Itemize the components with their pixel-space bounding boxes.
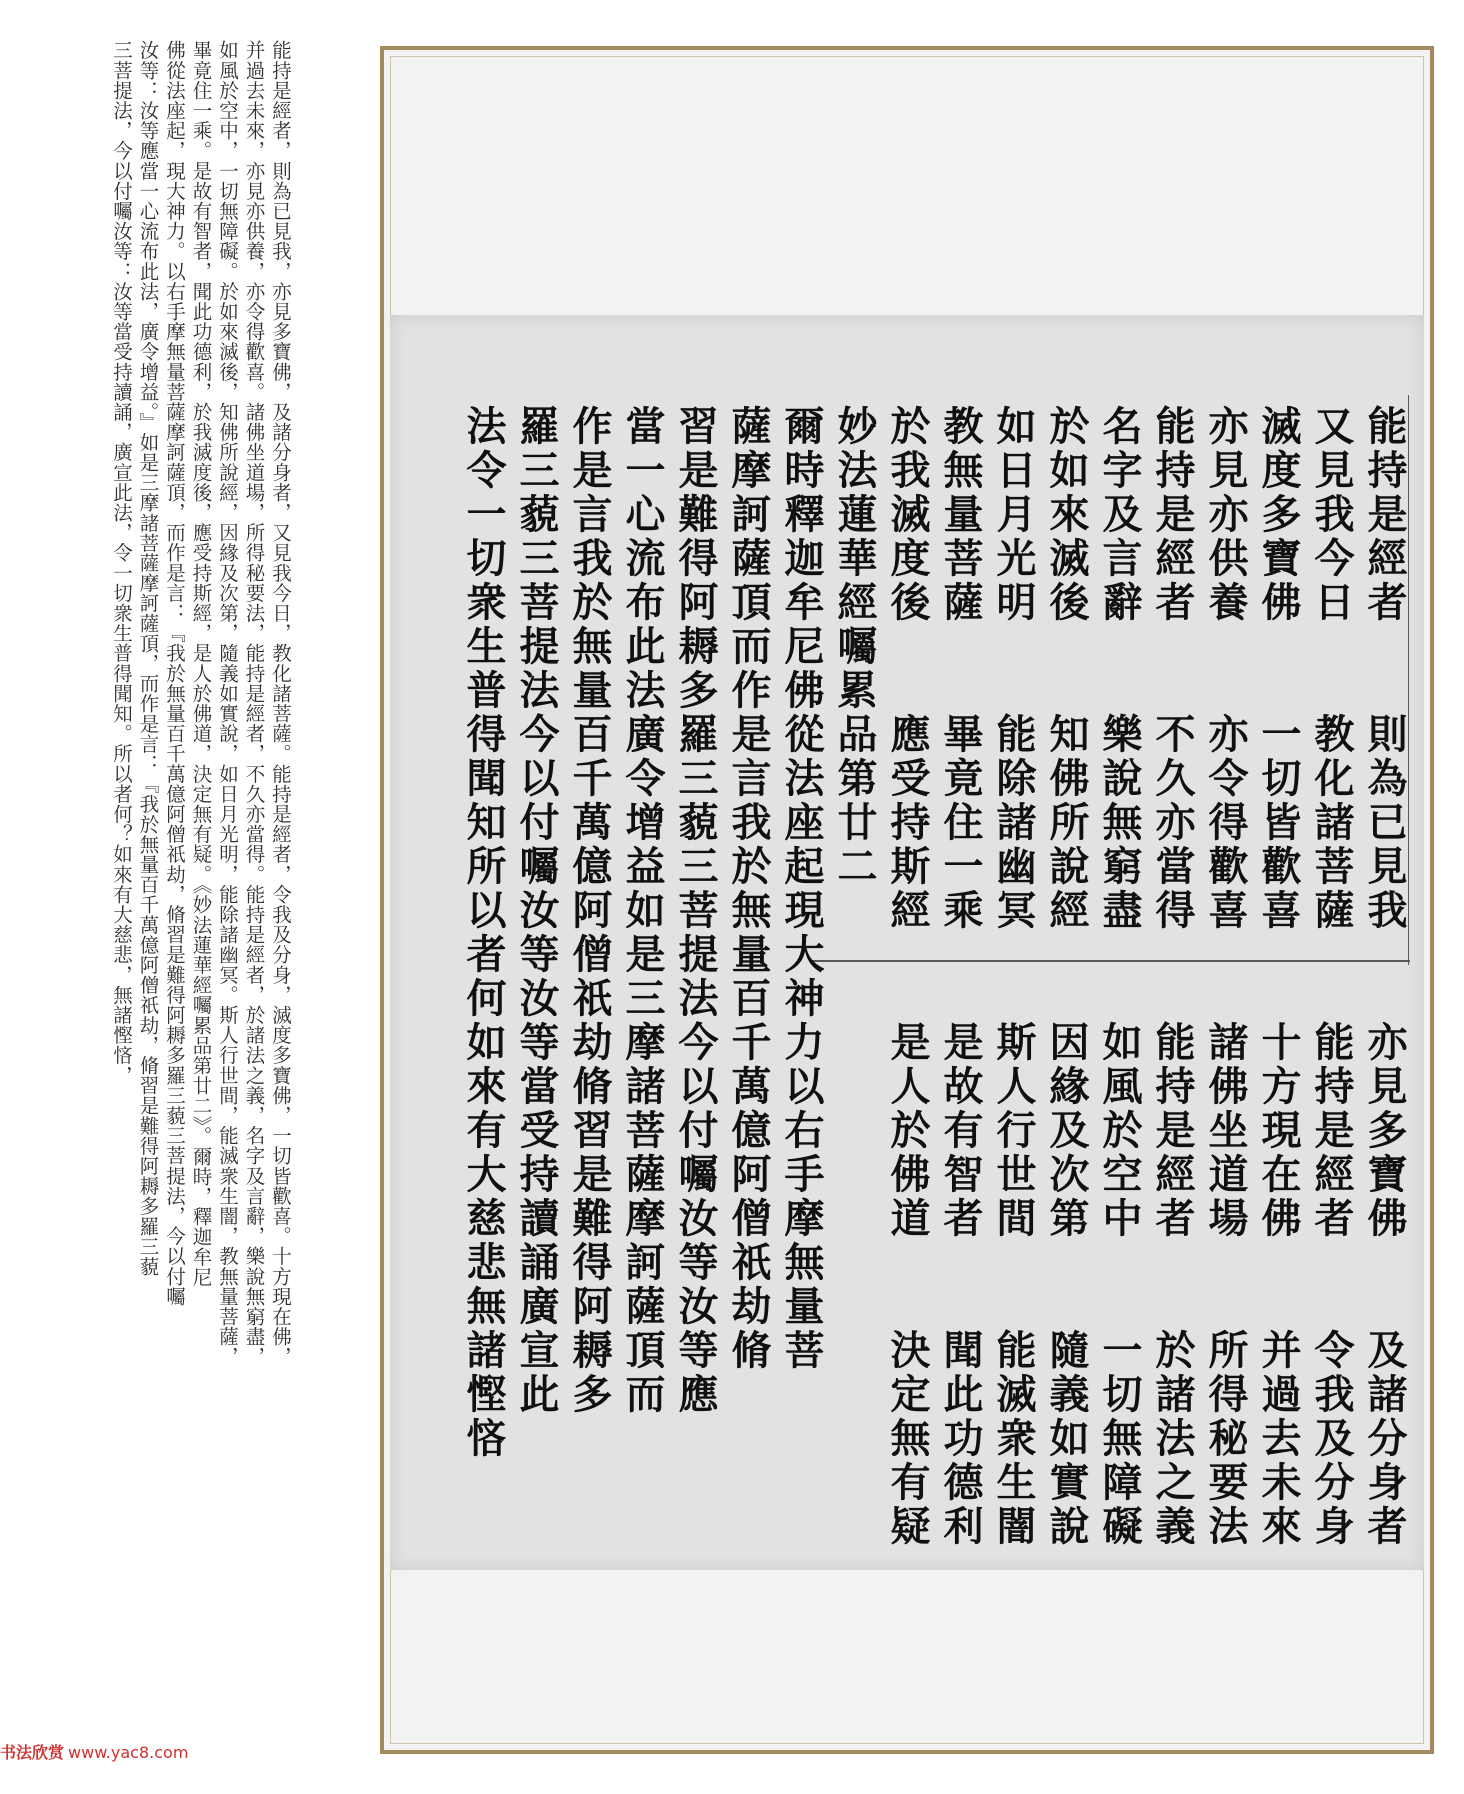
calligraphy-column: 習是難得阿耨多羅三藐三菩提法今以付囑汝等汝等應 <box>672 405 719 1417</box>
calligraphy-column: 羅三藐三菩提法今以付囑汝等汝等當受持讀誦廣宣此 <box>513 405 560 1417</box>
transcription-column: 佛從法座起，現大神力。以右手摩無量菩薩摩訶薩頂，而作是言：『我於無量百千萬億阿僧祇劫，脩習是難得阿耨多羅三藐三菩提法，今以付囑 <box>163 40 186 1307</box>
transcription-column: 并過去未來，亦見亦供養，亦令得歡喜。諸佛坐道場，所得秘要法，能持是經者，不久亦當得。能持是經者，於諸法之義，名字及言辭，樂說無窮盡， <box>242 40 266 1367</box>
calligraphy-column: 法令一切衆生普得聞知所以者何如來有大慈悲無諸慳悋 <box>460 405 507 1461</box>
calligraphy-column: 當一心流布此法廣令增益如是三摩諸菩薩摩訶薩頂而 <box>619 405 666 1417</box>
column-border-line <box>1408 395 1409 965</box>
calligraphy-column: 亦見亦供養 亦令得歡喜 諸佛坐道場 所得秘要法 <box>1202 405 1249 1549</box>
calligraphy-rubbing <box>390 315 1424 1570</box>
transcription-text <box>20 40 290 1760</box>
calligraphy-column: 能持是經者 不久亦當得 能持是經者 於諸法之義 <box>1149 405 1196 1549</box>
transcription-column: 三菩提法，今以付囑汝等：汝等當受持讀誦，廣宣此法，令一切衆生普得聞知。所以者何？如來有大慈悲，無諸慳悋， <box>110 40 133 1086</box>
transcription-column: 如風於空中，一切無障礙。於如來滅後，知佛所說經，因緣及次第，隨義如實說，如日月光明，能除諸幽冥。斯人行世間，能滅衆生闇，教無量菩薩， <box>216 40 239 1367</box>
calligraphy-column: 又見我今日 教化諸菩薩 能持是經者 令我及分身 <box>1308 405 1355 1549</box>
watermark-url: www.yac8.com <box>68 1743 189 1762</box>
calligraphy-column: 教無量菩薩 畢竟住一乘 是故有智者 聞此功德利 <box>937 405 984 1549</box>
transcription-column: 畢竟住一乘。是故有智者，聞此功德利，於我滅度後，應受持斯經，是人於佛道，決定無有疑。《妙法蓮華經囑累品第廿二》。爾時，釋迦牟尼 <box>189 40 213 1287</box>
calligraphy-column: 爾時釋迦牟尼佛從法座起現大神力以右手摩無量菩 <box>778 405 825 1373</box>
calligraphy-chapter-title: 妙法蓮華經囑累品第廿二 <box>831 405 878 889</box>
transcription-column: 汝等：汝等應當一心流布此法，廣令增益。』如是三摩諸菩薩摩訶薩頂，而作是言：『我於無量百千萬億阿僧祇劫，脩習是難得阿耨多羅三藐 <box>136 40 160 1277</box>
transcription-column: 能持是經者，則為已見我，亦見多寶佛，及諸分身者，又見我今日，教化諸菩薩。能持是經者，令我及分身，滅度多寶佛，一切皆歡喜。十方現在佛， <box>269 40 292 1367</box>
calligraphy-column: 於如來滅後 知佛所說經 因緣及次第 隨義如實說 <box>1043 405 1090 1549</box>
calligraphy-column: 薩摩訶薩頂而作是言我於無量百千萬億阿僧祇劫脩 <box>725 405 772 1373</box>
watermark-site-name: 书法欣赏 <box>0 1743 65 1762</box>
calligraphy-column: 作是言我於無量百千萬億阿僧祇劫脩習是難得阿耨多 <box>566 405 613 1417</box>
calligraphy-column: 滅度多寶佛 一切皆歡喜 十方現在佛 并過去未來 <box>1255 405 1302 1549</box>
calligraphy-column: 如日月光明 能除諸幽冥 斯人行世間 能滅衆生闇 <box>990 405 1037 1549</box>
calligraphy-column: 能持是經者 則為已見我 亦見多寶佛 及諸分身者 <box>1361 405 1408 1549</box>
site-watermark <box>0 1740 188 1763</box>
calligraphy-column: 名字及言辭 樂說無窮盡 如風於空中 一切無障礙 <box>1096 405 1143 1549</box>
calligraphy-column: 於我滅度後 應受持斯經 是人於佛道 決定無有疑 <box>884 405 931 1549</box>
